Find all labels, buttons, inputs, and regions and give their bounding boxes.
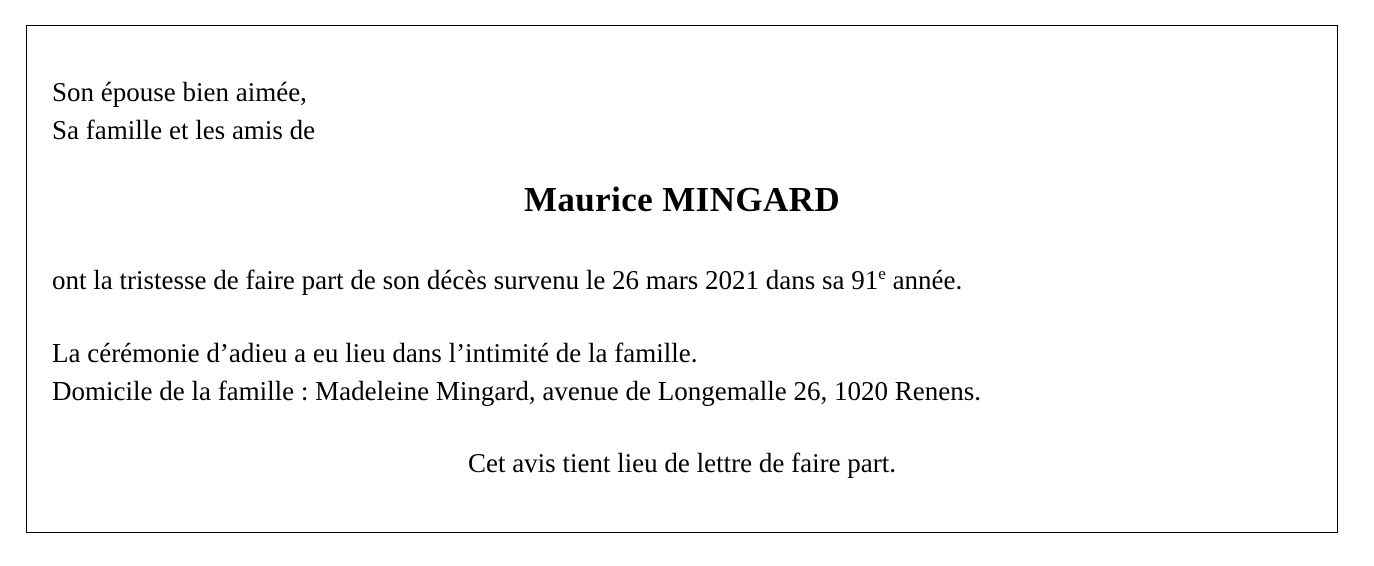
address-line: Domicile de la famille : Madeleine Mingard, avenue de Longemalle 26, 1020 Renens. [52,376,981,406]
announcement-line [52,261,962,299]
deceased-name-block [52,178,1312,222]
announcement-text-before: ont la tristesse de faire part de son décès survenu le 26 mars 2021 dans sa 91 [52,265,879,295]
ceremony-line: La cérémonie d’adieu a eu lieu dans l’intimité de la famille. [52,338,698,368]
deceased-name: Maurice MINGARD [523,180,841,219]
death-notice-card [26,25,1338,533]
ordinal-suffix: e [878,264,886,283]
announcement-text-after: année. [885,265,963,295]
notice-content [52,26,1312,532]
details-block [52,334,981,410]
intro-block [52,73,315,149]
intro-line-2: Sa famille et les amis de [52,115,316,145]
intro-line-1: Son épouse bien aimée, [52,77,307,107]
closing-line: Cet avis tient lieu de lettre de faire part. [467,448,897,478]
